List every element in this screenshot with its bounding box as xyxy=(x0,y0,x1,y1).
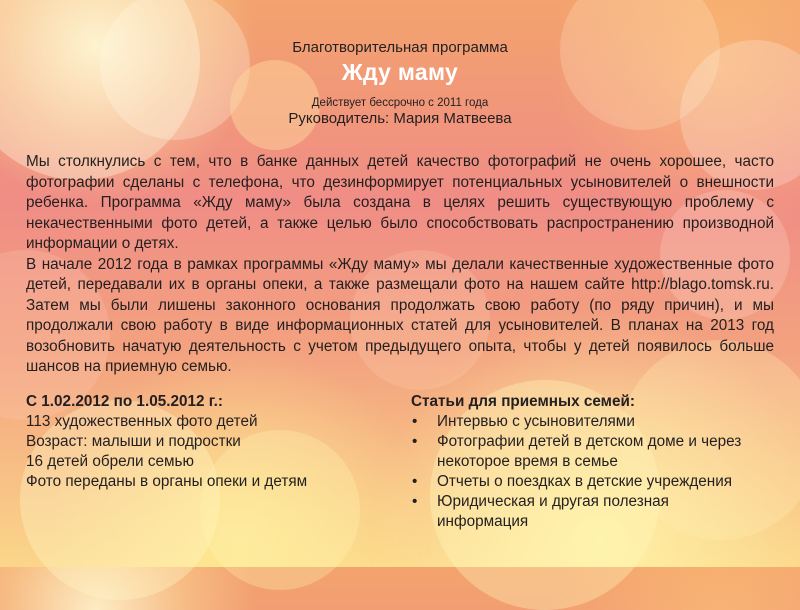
since-note: Действует бессрочно с 2011 года xyxy=(311,97,489,109)
page-title: Жду маму xyxy=(341,59,459,85)
paragraph: Мы столкнулись с тем, что в банке данных детей качество фотографий не очень хорошее, часто фотографии сделаны с телефона, что дезинформирует потенциальных усыновителей о внешности ребенка. Программа «Жду маму» была создана в целях решить существующую проблему с некачественными фото детей, а также целью было способствовать распространению производной информации о детях. xyxy=(26,153,774,252)
leader-line: Руководитель: Мария Матвеева xyxy=(288,110,512,127)
list-item xyxy=(411,432,747,472)
list-item-text: Отчеты о поездках в детские учреждения xyxy=(437,473,733,490)
articles-section xyxy=(411,392,781,532)
articles-heading: Статьи для приемных семей: xyxy=(411,393,636,410)
bullet-icon: • xyxy=(412,433,418,450)
bullet-icon: • xyxy=(412,493,418,510)
list-item xyxy=(411,412,781,432)
results-line: 113 художественных фото детей xyxy=(26,413,258,430)
list-item-text: Интервью с усыновителями xyxy=(437,413,635,430)
list-item xyxy=(411,472,781,492)
results-heading: С 1.02.2012 по 1.05.2012 г.: xyxy=(26,393,223,410)
results-line: Фото переданы в органы опеки и детям xyxy=(26,473,308,490)
header xyxy=(0,38,800,128)
results-line: 16 детей обрели семью xyxy=(26,453,194,470)
bullet-icon: • xyxy=(412,473,418,490)
paragraph: В начале 2012 года в рамках программы «Жду маму» мы делали качественные художественные фото детей, передавали их в органы опеки, а также размещали фото на нашем сайте http://blago.tomsk.ru. Затем мы были лишены законного основания продолжать свою работу (по ряду причин), и мы продолжали свою работу в виде информационных статей для усыновителей. В планах на 2013 год возобновить начатую деятельность с учетом предыдущего опыта, чтобы у детей появилось больше шансов на приемную семью. xyxy=(26,255,774,375)
list-item-text: Юридическая и другая полезная информация xyxy=(437,493,669,530)
list-item xyxy=(411,492,747,532)
results-line: Возраст: малыши и подростки xyxy=(26,433,241,450)
list-item-text: Фотографии детей в детском доме и через некоторое время в семье xyxy=(437,433,742,470)
description xyxy=(26,152,774,378)
program-label: Благотворительная программа xyxy=(292,39,508,56)
results-section xyxy=(26,392,386,492)
articles-list xyxy=(411,412,781,532)
bullet-icon: • xyxy=(412,413,418,430)
